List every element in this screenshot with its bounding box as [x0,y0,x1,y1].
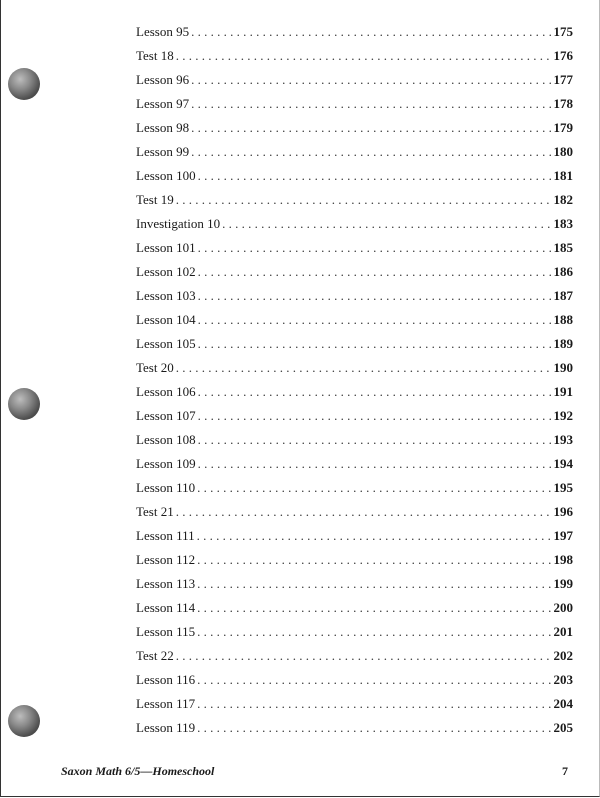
dot-leader [176,648,551,664]
toc-entry [136,144,573,168]
toc-entry-page: 176 [553,48,573,64]
dot-leader [176,504,551,520]
toc-entry [136,600,573,624]
dot-leader [197,552,550,568]
table-of-contents [136,24,573,744]
toc-entry-page: 202 [553,648,573,664]
toc-entry-label: Lesson 107 [136,408,196,424]
toc-entry [136,360,573,384]
toc-entry-page: 204 [553,696,573,712]
toc-entry-page: 181 [553,168,573,184]
toc-entry-label: Investigation 10 [136,216,221,232]
toc-entry [136,384,573,408]
dot-leader [198,264,551,280]
toc-entry [136,528,573,552]
dot-leader [198,240,551,256]
toc-entry [136,120,573,144]
toc-entry-label: Test 19 [136,192,174,208]
toc-entry [136,288,573,312]
toc-entry-page: 189 [553,336,573,352]
toc-entry [136,432,573,456]
toc-entry [136,696,573,720]
dot-leader [198,312,551,328]
toc-entry-page: 205 [553,720,573,736]
toc-entry-label: Lesson 102 [136,264,196,280]
toc-entry-page: 185 [553,240,573,256]
toc-entry-page: 199 [553,576,573,592]
dot-leader [198,384,551,400]
toc-entry [136,408,573,432]
binder-hole-icon [8,705,40,737]
dot-leader [198,432,551,448]
toc-entry [136,624,573,648]
dot-leader [197,576,550,592]
dot-leader [197,600,550,616]
toc-entry [136,240,573,264]
dot-leader [198,336,551,352]
toc-entry-page: 175 [553,24,573,39]
toc-entry [136,264,573,288]
toc-entry-page: 182 [553,192,573,208]
binder-hole-icon [8,388,40,420]
toc-entry-page: 177 [553,72,573,88]
toc-entry-page: 180 [553,144,573,160]
toc-entry [136,480,573,504]
toc-entry-page: 179 [553,120,573,136]
dot-leader [176,192,551,208]
toc-entry-label: Lesson 106 [136,384,196,400]
toc-entry-label: Lesson 95 [136,24,190,39]
toc-entry-label: Lesson 105 [136,336,196,352]
toc-entry-label: Lesson 115 [136,624,196,640]
toc-entry [136,456,573,480]
toc-entry-label: Lesson 97 [136,96,190,112]
toc-entry-page: 188 [553,312,573,328]
toc-entry [136,648,573,672]
toc-entry [136,24,573,48]
dot-leader [191,72,550,88]
toc-entry-label: Lesson 100 [136,168,196,184]
toc-entry-label: Lesson 112 [136,552,196,568]
footer-book-title: Saxon Math 6/5—Homeschool [61,764,215,778]
toc-entry [136,336,573,360]
dot-leader [191,144,550,160]
binder-hole-icon [8,68,40,100]
toc-entry-page: 190 [553,360,573,376]
dot-leader [197,480,550,496]
toc-entry-page: 178 [553,96,573,112]
dot-leader [222,216,550,232]
toc-entry-label: Lesson 114 [136,600,196,616]
toc-entry-label: Lesson 103 [136,288,196,304]
dot-leader [197,696,550,712]
toc-entry-page: 198 [553,552,573,568]
dot-leader [191,120,550,136]
dot-leader [198,456,551,472]
toc-entry [136,672,573,696]
toc-entry [136,96,573,120]
toc-entry-label: Lesson 119 [136,720,196,736]
toc-entry-label: Test 21 [136,504,174,520]
toc-entry-label: Lesson 116 [136,672,196,688]
toc-entry-page: 193 [553,432,573,448]
dot-leader [197,672,550,688]
toc-entry [136,216,573,240]
toc-entry-label: Lesson 96 [136,72,190,88]
toc-entry-page: 200 [553,600,573,616]
toc-entry-page: 194 [553,456,573,472]
dot-leader [198,408,551,424]
dot-leader [191,24,550,40]
toc-entry-label: Lesson 104 [136,312,196,328]
dot-leader [191,96,550,112]
toc-entry-label: Lesson 99 [136,144,190,160]
toc-entry-page: 196 [553,504,573,520]
toc-entry-label: Test 18 [136,48,174,64]
toc-entry-page: 186 [553,264,573,280]
toc-entry [136,576,573,600]
toc-entry-page: 201 [553,624,573,640]
toc-entry-page: 197 [553,528,573,544]
dot-leader [198,288,551,304]
toc-entry [136,720,573,744]
toc-entry-page: 183 [553,216,573,232]
toc-entry [136,192,573,216]
toc-entry [136,312,573,336]
toc-entry-label: Lesson 109 [136,456,196,472]
dot-leader [197,624,550,640]
toc-entry [136,168,573,192]
dot-leader [176,48,551,64]
toc-entry-label: Lesson 98 [136,120,190,136]
toc-entry-page: 203 [553,672,573,688]
toc-entry-label: Lesson 113 [136,576,196,592]
toc-entry-page: 195 [553,480,573,496]
dot-leader [198,168,551,184]
footer-page-number: 7 [562,764,568,778]
toc-entry-page: 191 [553,384,573,400]
toc-entry-label: Test 22 [136,648,174,664]
toc-entry-label: Test 20 [136,360,174,376]
toc-entry [136,504,573,528]
toc-entry [136,72,573,96]
toc-entry-label: Lesson 108 [136,432,196,448]
dot-leader [197,720,550,736]
toc-entry [136,48,573,72]
toc-entry-label: Lesson 101 [136,240,196,256]
toc-entry-label: Lesson 110 [136,480,196,496]
toc-entry-label: Lesson 111 [136,528,195,544]
toc-entry-label: Lesson 117 [136,696,196,712]
dot-leader [197,528,551,544]
toc-entry [136,552,573,576]
toc-entry-page: 187 [553,288,573,304]
toc-entry-page: 192 [553,408,573,424]
dot-leader [176,360,551,376]
